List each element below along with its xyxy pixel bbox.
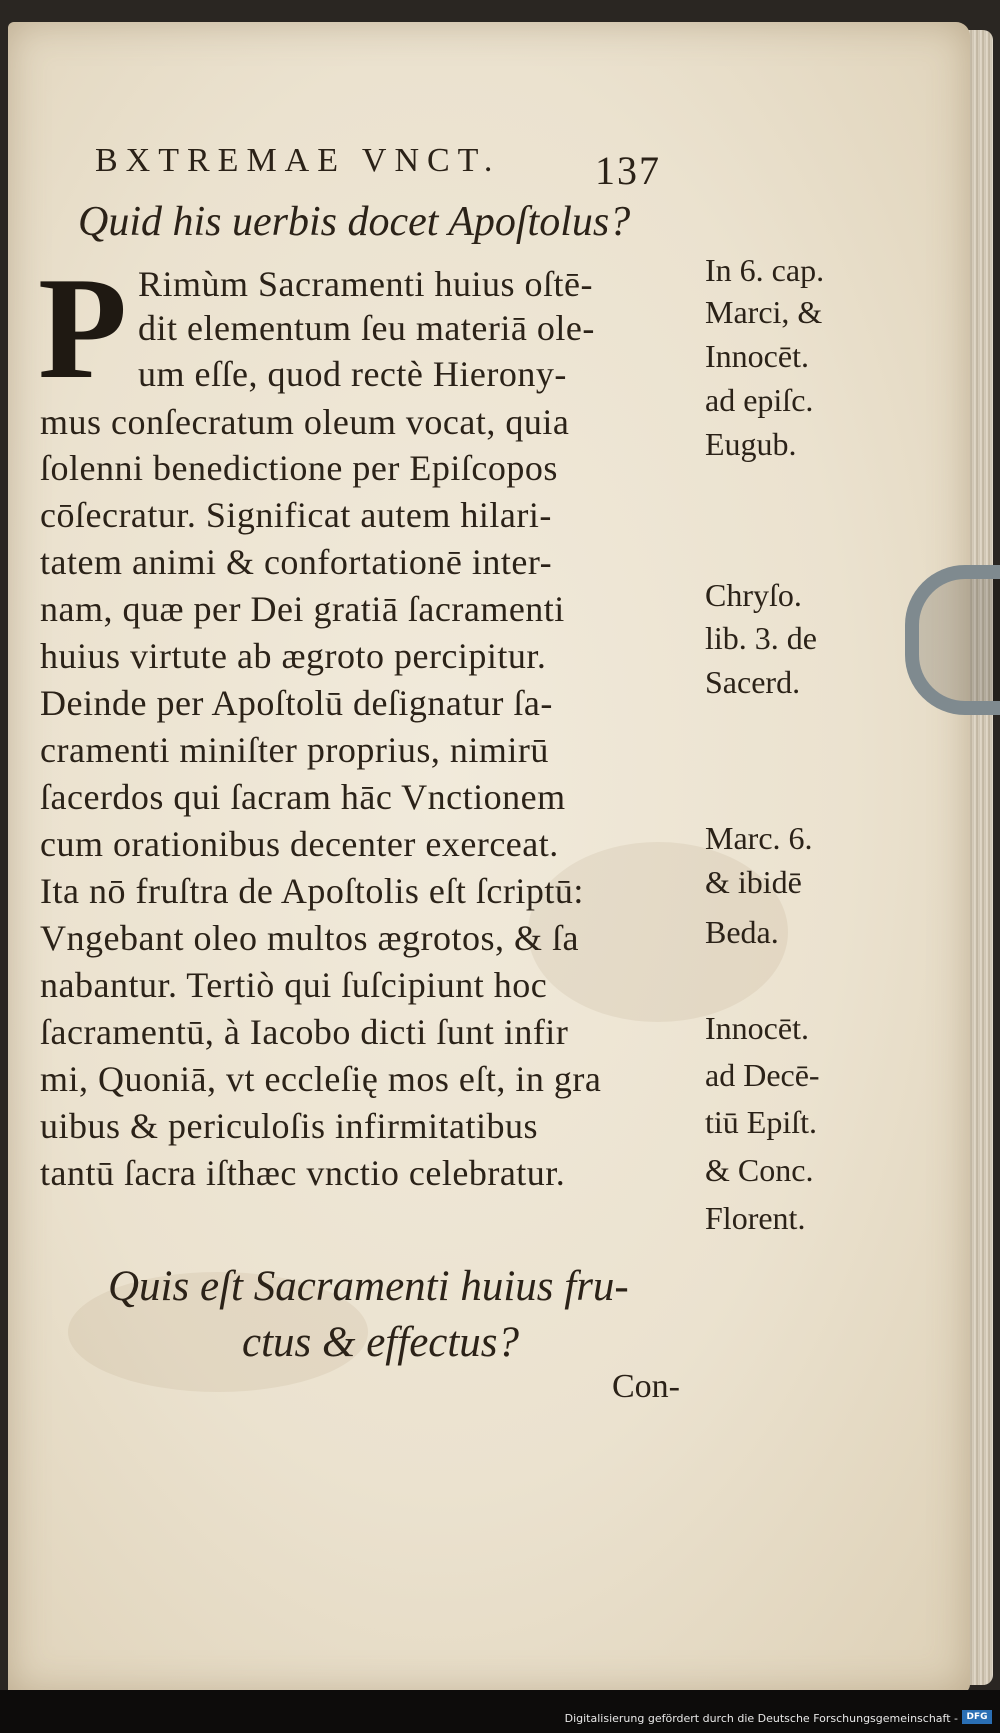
question-heading: Quid his uerbis docet Apoſtolus?	[78, 199, 631, 245]
digitization-credit: Digitalisierung gefördert durch die Deutsche Forschungsgemeinschaft -	[564, 1712, 958, 1725]
body-line: huius virtute ab ægroto percipitur.	[40, 636, 547, 676]
margin-note: Innocēt.	[705, 1010, 809, 1046]
body-line: cōſecratur. Significat autem hilari-	[40, 495, 552, 535]
body-line: um eſſe, quod rectè Hierony-	[138, 354, 567, 394]
question-heading: Quis eſt Sacramenti huius fru-	[108, 1263, 629, 1310]
margin-note: ad Decē-	[705, 1057, 820, 1093]
catchword: Con-	[612, 1368, 680, 1405]
metal-clasp	[905, 565, 1000, 715]
body-line: Ita nō fruſtra de Apoſtolis eſt ſcriptū:	[40, 871, 584, 911]
margin-note: Eugub.	[705, 426, 797, 462]
body-line: nabantur. Tertiò qui ſuſcipiunt hoc	[40, 965, 548, 1005]
margin-note: Sacerd.	[705, 664, 801, 700]
body-line: Vngebant oleo multos ægrotos, & ſa	[40, 918, 579, 958]
body-line: tantū ſacra iſthæc vnctio celebratur.	[40, 1153, 566, 1193]
margin-note: Florent.	[705, 1200, 806, 1236]
margin-note: & Conc.	[705, 1152, 814, 1188]
running-head: BXTREMAE VNCT.	[95, 142, 501, 179]
question-heading: ctus & effectus?	[242, 1319, 520, 1366]
margin-note: & ibidē	[705, 864, 802, 900]
margin-note: Marc. 6.	[705, 820, 813, 856]
margin-note: Beda.	[705, 914, 779, 950]
body-line: tatem animi & confortationē inter-	[40, 542, 553, 582]
drop-cap: P	[38, 247, 128, 409]
margin-note: ad epiſc.	[705, 382, 814, 418]
margin-note: Innocēt.	[705, 338, 809, 374]
margin-note: Marci, &	[705, 294, 823, 330]
margin-note: lib. 3. de	[705, 620, 817, 656]
body-line: ſolenni benedictione per Epiſcopos	[40, 448, 558, 488]
body-line: cramenti miniſter proprius, nimirū	[40, 730, 549, 770]
body-line: mus conſecratum oleum vocat, quia	[40, 402, 570, 442]
margin-note: tiū Epiſt.	[705, 1104, 817, 1140]
body-line: Rimùm Sacramenti huius oſtē-	[138, 264, 593, 304]
dfg-logo: DFG	[962, 1710, 992, 1724]
body-line: cum orationibus decenter exerceat.	[40, 824, 559, 864]
body-line: nam, quæ per Dei gratiā ſacramenti	[40, 589, 565, 629]
body-line: ſacramentū, à Iacobo dicti ſunt infir	[40, 1012, 569, 1052]
page-number: 137	[595, 148, 661, 193]
margin-note: In 6. cap.	[705, 252, 825, 288]
body-line: uibus & periculoſis infirmitatibus	[40, 1106, 538, 1146]
body-line: ſacerdos qui ſacram hāc Vnctionem	[40, 777, 566, 817]
body-line: Deinde per Apoſtolū deſignatur ſa-	[40, 683, 553, 723]
body-line: mi, Quoniā, vt eccleſię mos eſt, in gra	[40, 1059, 602, 1099]
margin-note: Chryſo.	[705, 577, 802, 613]
body-line: dit elementum ſeu materiā ole-	[138, 308, 595, 348]
